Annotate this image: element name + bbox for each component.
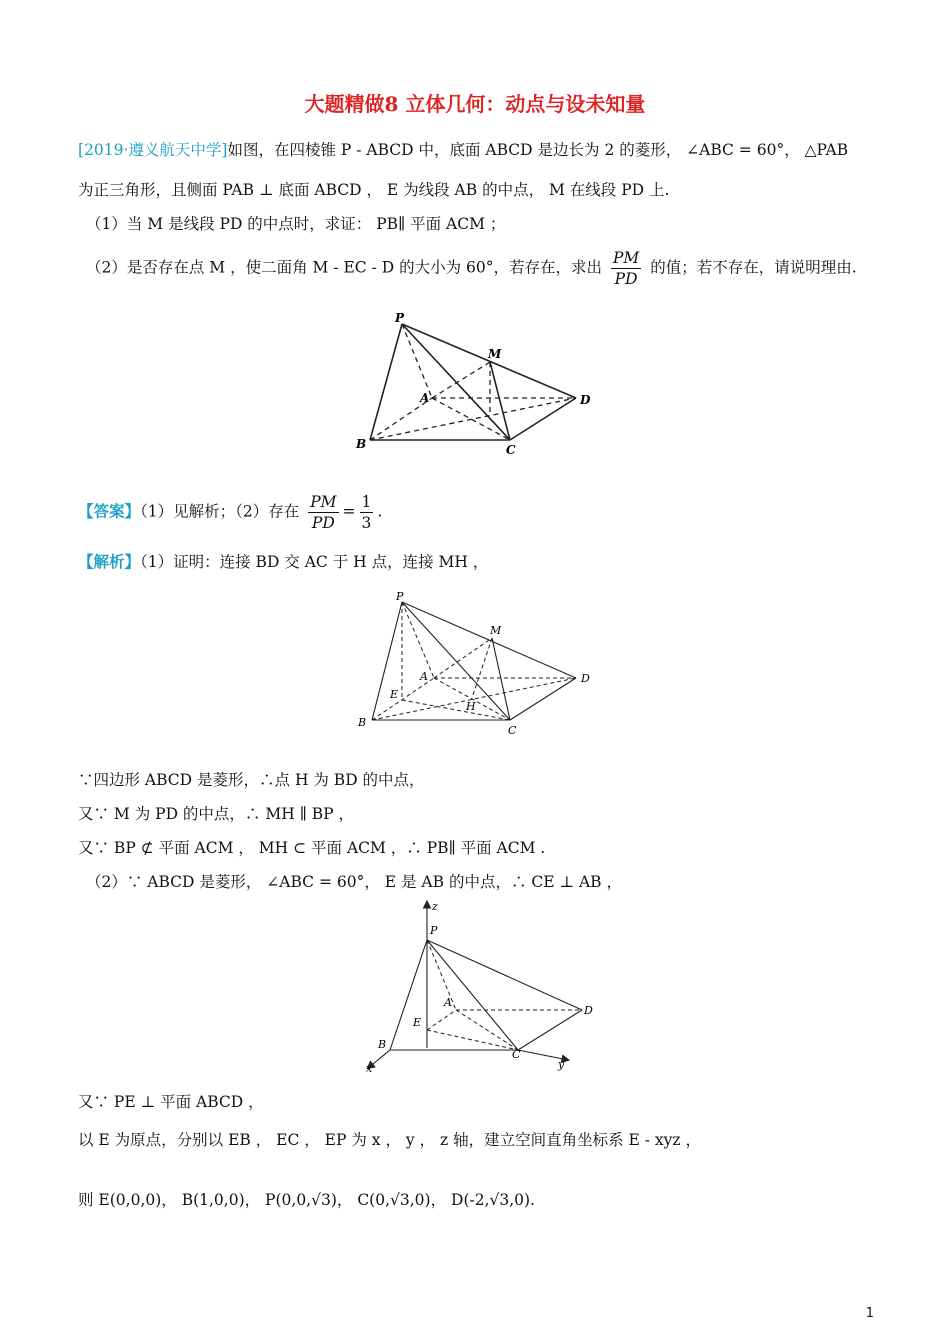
analysis-tag: 【解析】 bbox=[78, 552, 141, 571]
page-number: 1 bbox=[865, 1306, 874, 1321]
fraction-denominator: PD bbox=[311, 514, 335, 532]
label-M: M bbox=[490, 624, 502, 637]
answer-line bbox=[78, 492, 382, 533]
label-A: A bbox=[420, 670, 428, 683]
question-2-before: （2）是否存在点 M ，使二面角 M - EC - D 的大小为 60°，若存在，求出 bbox=[86, 258, 602, 277]
label-D: D bbox=[584, 1004, 593, 1017]
label-D: D bbox=[581, 672, 590, 685]
answer-text: （1）见解析；（2）存在 bbox=[140, 502, 300, 521]
analysis-line-6: 又∵ PE ⊥ 平面 ABCD ， bbox=[78, 1093, 264, 1111]
analysis-line-4: 又∵ BP ⊄ 平面 ACM ， MH ⊂ 平面 ACM ，∴ PB∥ 平面 ACM . bbox=[78, 839, 546, 857]
label-A: A bbox=[444, 996, 452, 1009]
label-B: B bbox=[356, 437, 367, 451]
pyramid-figure-1 bbox=[340, 306, 610, 456]
problem-line-1 bbox=[78, 138, 848, 160]
fraction-denominator: PD bbox=[614, 270, 638, 288]
source-tag: [2019·遵义航天中学] bbox=[78, 141, 228, 159]
question-1: （1）当 M 是线段 PD 的中点时，求证： PB∥ 平面 ACM ； bbox=[86, 215, 506, 233]
period: . bbox=[377, 502, 383, 521]
fraction-numerator: 1 bbox=[361, 493, 372, 511]
label-x: x bbox=[366, 1062, 373, 1075]
fraction-numerator: PM bbox=[612, 249, 640, 267]
label-A: A bbox=[420, 391, 430, 405]
analysis-line-1 bbox=[78, 550, 488, 572]
analysis-line-2: ∵四边形 ABCD 是菱形，∴点 H 为 BD 的中点， bbox=[78, 771, 425, 789]
fraction-numerator: PM bbox=[310, 493, 337, 511]
label-C: C bbox=[506, 443, 516, 456]
label-C: C bbox=[512, 1048, 521, 1061]
equals-sign: = bbox=[342, 502, 356, 521]
question-2 bbox=[86, 248, 857, 289]
label-z: z bbox=[432, 900, 438, 913]
page-title: 大题精做8 立体几何：动点与设未知量 bbox=[304, 92, 646, 116]
problem-text-1: 如图，在四棱锥 P - ABCD 中，底面 ABCD 是边长为 2 的菱形， ∠ABC = 60°， △PAB bbox=[227, 141, 849, 159]
question-2-after: 的值；若不存在，请说明理由. bbox=[650, 258, 857, 277]
analysis-line-8: 则 E(0,0,0)， B(1,0,0)， P(0,0,√3)， C(0,√3,0)， D(-2,√3,0). bbox=[78, 1191, 536, 1209]
answer-fraction bbox=[308, 492, 338, 533]
pyramid-figure-2 bbox=[350, 588, 600, 738]
answer-value-fraction bbox=[360, 492, 374, 533]
label-B: B bbox=[358, 716, 367, 729]
problem-line-2: 为正三角形，且侧面 PAB ⊥ 底面 ABCD ， E 为线段 AB 的中点， M 在线段 PD 上. bbox=[78, 181, 670, 199]
analysis-line-5: （2）∵ ABCD 是菱形， ∠ABC = 60°， E 是 AB 的中点，∴ CE ⊥ AB ， bbox=[86, 873, 622, 891]
analysis-text-1: （1）证明：连接 BD 交 AC 于 H 点，连接 MH ， bbox=[140, 553, 489, 571]
analysis-line-3: 又∵ M 为 PD 的中点，∴ MH ∥ BP ， bbox=[78, 805, 355, 823]
label-P: P bbox=[430, 924, 438, 937]
label-P: P bbox=[395, 311, 405, 325]
label-E: E bbox=[413, 1016, 422, 1029]
label-B: B bbox=[378, 1038, 387, 1051]
answer-tag: 【答案】 bbox=[78, 501, 141, 521]
label-D: D bbox=[580, 393, 591, 407]
label-y: y bbox=[558, 1058, 565, 1071]
label-C: C bbox=[508, 724, 517, 737]
pm-pd-fraction bbox=[611, 248, 641, 289]
label-E: E bbox=[390, 688, 399, 701]
label-P: P bbox=[396, 590, 404, 603]
fraction-denominator: 3 bbox=[361, 514, 372, 532]
label-M: M bbox=[488, 347, 502, 361]
analysis-line-7: 以 E 为原点，分别以 EB ， EC ， EP 为 x ， y ， z 轴，建立空间直角坐标系 E - xyz ， bbox=[78, 1131, 702, 1149]
label-H: H bbox=[466, 700, 476, 713]
coordinate-figure-3 bbox=[350, 898, 600, 1076]
